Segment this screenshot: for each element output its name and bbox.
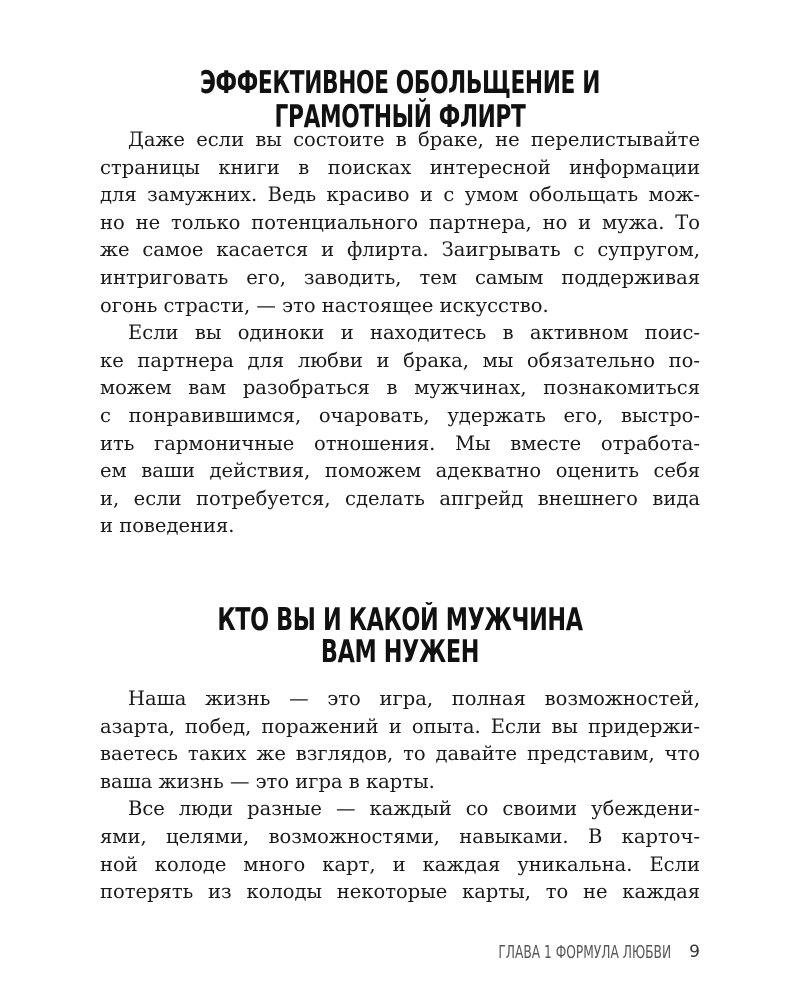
text-line: Наша жизнь — это игра, полная возможностей, xyxy=(128,687,700,710)
text-line: ями, целями, возможностями, навыками. В карточ- xyxy=(100,824,700,848)
text-line: но не только потенциального партнера, но и мужа. То xyxy=(100,210,700,234)
text-line: Все люди разные — каждый со своими убеждени- xyxy=(128,797,700,821)
text-line: огонь страсти, — это настоящее искусство. xyxy=(100,293,549,317)
text-line: ной колоде много карт, и каждая уникальна. Если xyxy=(100,852,700,876)
text-line: потерять из колоды некоторые карты, то не каждая xyxy=(100,880,700,904)
text-line: с понравившимся, очаровать, удержать его, выстро- xyxy=(100,403,700,427)
running-head: ГЛАВА 1 ФОРМУЛА ЛЮБВИ xyxy=(498,941,672,963)
heading-line: КТО ВЫ И КАКОЙ МУЖЧИНА xyxy=(217,602,583,638)
section-heading-seduction: ЭФФЕКТИВНОЕ ОБОЛЬЩЕНИЕ И ГРАМОТНЫЙ ФЛИРТ xyxy=(199,65,601,135)
section-body-who-are-you xyxy=(100,685,700,906)
text-line: ем ваши действия, поможем адекватно оценить себя xyxy=(100,459,700,483)
text-line: Если вы одиноки и находитесь в активном поис- xyxy=(128,321,700,345)
text-line: страницы книги в поисках интересной информации xyxy=(100,155,700,179)
text-line: для замужних. Ведь красиво и с умом обольщать мож- xyxy=(100,183,700,207)
text-line: ить гармоничные отношения. Мы вместе отработа- xyxy=(100,431,700,455)
text-line: ваетесь таких же взглядов, то давайте представим, что xyxy=(100,742,700,766)
heading-line: ВАМ НУЖЕН xyxy=(320,634,480,670)
section-heading-who-are-you xyxy=(112,604,688,668)
text-line: можем вам разобраться в мужчинах, познакомиться xyxy=(100,376,700,400)
text-line: же самое касается и флирта. Заигрывать с супругом, xyxy=(100,238,700,262)
text-line: интриговать его, заводить, тем самым поддерживая xyxy=(100,265,700,289)
section-body-seduction xyxy=(100,126,700,540)
text-line: и поведения. xyxy=(100,514,235,538)
text-line: ке партнера для любви и брака, мы обязательно по- xyxy=(100,348,700,372)
text-line: Даже если вы состоите в браке, не перелистывайте xyxy=(128,128,700,151)
text-line: азарта, побед, поражений и опыта. Если вы придержи- xyxy=(100,714,700,738)
text-line: ваша жизнь — это игра в карты. xyxy=(100,769,435,793)
page-footer xyxy=(417,940,700,964)
page-number: 9 xyxy=(689,942,700,962)
text-line: и, если потребуется, сделать апгрейд внешнего вида xyxy=(100,486,700,510)
